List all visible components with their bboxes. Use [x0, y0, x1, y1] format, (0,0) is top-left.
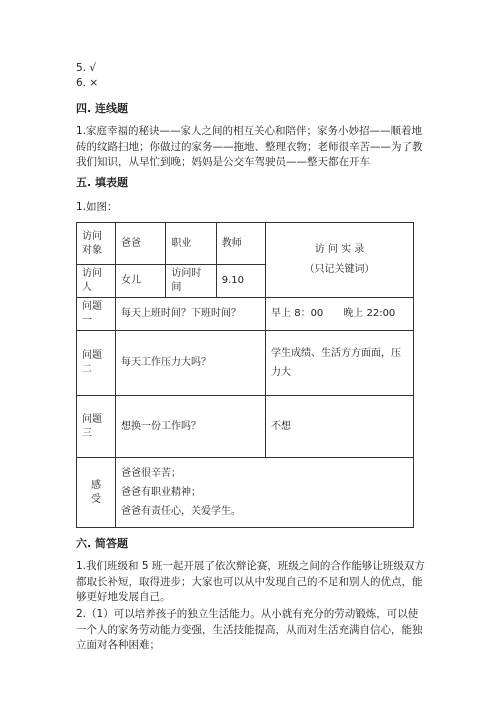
cell-visit-target-label: 访问对象 [77, 223, 116, 265]
section6-p2: 2.（1）可以培养孩子的独立生活能力。从小就有充分的劳动锻炼，可以使一个人的家务劳动能力变强，生活技能提高，从而对生活充满自信心，能独立面对各种困难； [76, 608, 423, 651]
section5-heading: 五. 填表题 [76, 176, 129, 189]
answer-6: 6. × [76, 77, 99, 89]
cell-visit-time-label: 访问时间 [166, 265, 216, 298]
feeling-label: 感 受 [77, 458, 116, 528]
question-answer: 学生成绩、生活方方面面，压力大 [266, 331, 414, 396]
section5-intro: 1.如图： [76, 201, 118, 213]
question-text: 想换一份工作吗？ [116, 396, 266, 458]
feeling-line: 爸爸有责任心，关爱学生。 [121, 506, 242, 517]
cell-job: 教师 [216, 223, 265, 265]
answer-5: 5. √ [76, 62, 97, 74]
section4-heading: 四. 连线题 [76, 102, 129, 115]
record-title: 访 问 实 录 [314, 244, 365, 255]
section6-heading: 六. 简答题 [76, 537, 129, 550]
table-row [77, 396, 414, 458]
section4-text: 1.家庭幸福的秘诀——家人之间的相互关心和陪伴；家务小妙招——顺着地砖的纹路扫地；你做过的家务——拖地、整理衣物；老师很辛苦——为了教我们知识，从早忙到晚；妈妈是公交车驾驶员——整天都在开车 [76, 125, 423, 168]
table-row [77, 331, 414, 396]
question-text: 每天上班时间？下班时间？ [116, 298, 266, 331]
question-text: 每天工作压力大吗？ [116, 331, 266, 396]
cell-visitor-label: 访问人 [77, 265, 116, 298]
cell-record-title [266, 223, 414, 298]
interview-table [76, 222, 414, 528]
question-label: 问题一 [77, 298, 116, 331]
cell-visit-time: 9.10 [216, 265, 265, 298]
cell-visitor: 女儿 [116, 265, 166, 298]
question-answer: 不想 [266, 396, 414, 458]
table-row [77, 298, 414, 331]
feeling-cell [116, 458, 414, 528]
question-answer: 早上 8：00 晚上 22:00 [266, 298, 414, 331]
feeling-line: 爸爸有职业精神； [121, 487, 202, 498]
question-label: 问题三 [77, 396, 116, 458]
section6-p1: 1.我们班级和 5 班一起开展了依次辩论赛，班级之间的合作能够让班级双方都取长补短，取得进步；大家也可以从中发现自己的不足和别人的优点，能够更好地发展自己。 [76, 560, 425, 603]
question-label: 问题二 [77, 331, 116, 396]
record-subtitle: （只记关键词） [304, 264, 375, 275]
feeling-line: 爸爸很辛苦； [121, 468, 182, 479]
cell-visit-target: 爸爸 [116, 223, 166, 265]
cell-job-label: 职业 [166, 223, 216, 265]
